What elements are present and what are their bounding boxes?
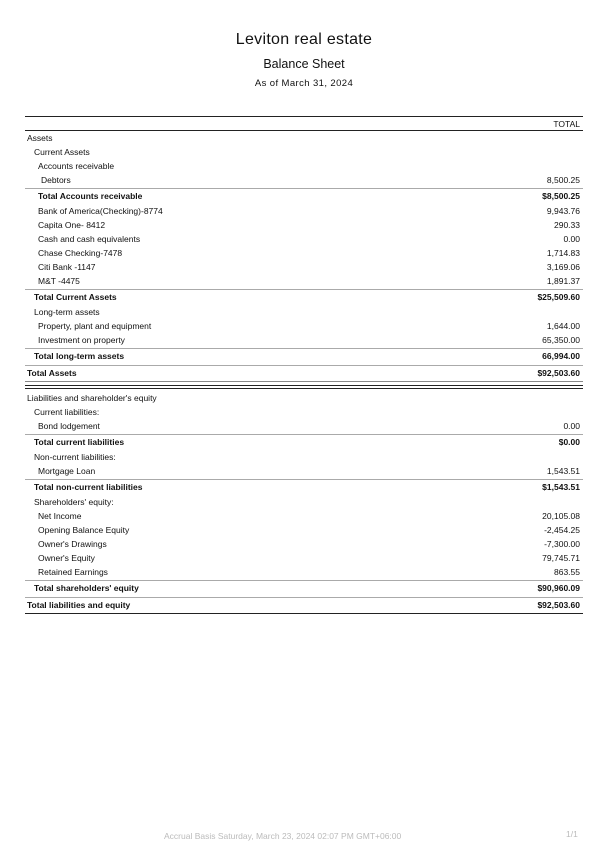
- row-value: $90,960.09: [537, 583, 580, 593]
- row-label: Citi Bank -1147: [38, 262, 96, 272]
- section-heading-row: [25, 391, 583, 405]
- row-label: Investment on property: [38, 335, 125, 345]
- section-heading-row: [25, 495, 583, 509]
- row-label: Non-current liabilities:: [34, 452, 116, 462]
- row-value: 66,994.00: [542, 351, 580, 361]
- row-value: $25,509.60: [537, 292, 580, 302]
- row-value: 79,745.71: [542, 553, 580, 563]
- table-row: [25, 274, 583, 288]
- row-value: 9,943.76: [546, 206, 580, 216]
- row-value: $92,503.60: [537, 600, 580, 610]
- total-row: [25, 365, 583, 382]
- row-label: Liabilities and shareholder's equity: [27, 393, 157, 403]
- row-label: M&T -4475: [38, 276, 80, 286]
- row-value: 65,350.00: [542, 335, 580, 345]
- total-row: [25, 580, 583, 596]
- table-row: [25, 218, 583, 232]
- table-row: [25, 246, 583, 260]
- section-heading-row: [25, 131, 583, 145]
- row-value: 863.55: [554, 567, 580, 577]
- row-label: Retained Earnings: [38, 567, 108, 577]
- table-row: [25, 509, 583, 523]
- section-heading-row: [25, 145, 583, 159]
- total-row: [25, 289, 583, 305]
- table-row: [25, 537, 583, 551]
- row-label: Total Accounts receivable: [38, 191, 143, 201]
- row-label: Total liabilities and equity: [27, 600, 131, 610]
- footer-basis-timestamp: Accrual Basis Saturday, March 23, 2024 02:07 PM GMT+06:00: [164, 831, 402, 841]
- table-row: [25, 551, 583, 565]
- table-row: [25, 565, 583, 579]
- row-label: Owner's Drawings: [38, 539, 107, 549]
- total-row: [25, 434, 583, 450]
- row-label: Bond lodgement: [38, 421, 100, 431]
- row-value: -2,454.25: [544, 525, 580, 535]
- table-row: [25, 232, 583, 246]
- page-number: 1/1: [566, 829, 578, 839]
- row-label: Total Assets: [27, 368, 77, 378]
- row-label: Chase Checking-7478: [38, 248, 123, 258]
- table-row: [25, 419, 583, 433]
- balance-sheet-table: [25, 116, 583, 614]
- row-value: 1,714.83: [546, 248, 580, 258]
- section-heading-row: [25, 405, 583, 419]
- row-value: 0.00: [563, 234, 580, 244]
- row-label: Total current liabilities: [34, 437, 125, 447]
- row-value: -7,300.00: [544, 539, 580, 549]
- column-header-total: TOTAL: [25, 117, 583, 131]
- row-label: Shareholders' equity:: [34, 497, 114, 507]
- row-value: 3,169.06: [546, 262, 580, 272]
- row-value: $0.00: [558, 437, 580, 447]
- table-row: [25, 204, 583, 218]
- section-heading-row: [25, 450, 583, 464]
- row-label: Debtors: [41, 175, 71, 185]
- assets-section: [25, 131, 583, 382]
- row-label: Capita One- 8412: [38, 220, 106, 230]
- total-row: [25, 597, 583, 614]
- row-value: $92,503.60: [537, 368, 580, 378]
- row-label: Owner's Equity: [38, 553, 95, 563]
- row-label: Long-term assets: [34, 307, 100, 317]
- row-value: 20,105.08: [542, 511, 580, 521]
- row-label: Total shareholders' equity: [34, 583, 139, 593]
- row-value: $1,543.51: [542, 482, 580, 492]
- row-value: 1,543.51: [546, 466, 580, 476]
- row-label: Net Income: [38, 511, 82, 521]
- row-label: Total non-current liabilities: [34, 482, 143, 492]
- total-row: [25, 348, 583, 364]
- row-label: Accounts receivable: [38, 161, 115, 171]
- row-value: 8,500.25: [546, 175, 580, 185]
- section-heading-row: [25, 305, 583, 319]
- row-value: 0.00: [563, 421, 580, 431]
- section-divider: [25, 385, 583, 389]
- row-label: Opening Balance Equity: [38, 525, 130, 535]
- row-label: Mortgage Loan: [38, 466, 96, 476]
- row-value: 1,644.00: [546, 321, 580, 331]
- table-row: [25, 464, 583, 478]
- row-value: 1,891.37: [546, 276, 580, 286]
- table-row: [25, 173, 583, 187]
- row-label: Current liabilities:: [34, 407, 100, 417]
- total-row: [25, 479, 583, 495]
- table-row: [25, 319, 583, 333]
- row-label: Property, plant and equipment: [38, 321, 152, 331]
- table-row: [25, 523, 583, 537]
- table-row: [25, 260, 583, 274]
- report-title: Balance Sheet: [263, 57, 345, 71]
- row-label: Assets: [27, 133, 53, 143]
- liabilities-equity-section: [25, 391, 583, 614]
- row-label: Cash and cash equivalents: [38, 234, 141, 244]
- company-name: Leviton real estate: [235, 31, 373, 48]
- total-row: [25, 188, 583, 204]
- row-label: Bank of America(Checking)-8774: [38, 206, 163, 216]
- report-date: As of March 31, 2024: [254, 78, 354, 89]
- row-value: 290.33: [554, 220, 580, 230]
- section-heading-row: [25, 159, 583, 173]
- table-row: [25, 333, 583, 347]
- row-value: $8,500.25: [542, 191, 580, 201]
- row-label: Total Current Assets: [34, 292, 117, 302]
- row-label: Total long-term assets: [34, 351, 125, 361]
- row-label: Current Assets: [34, 147, 90, 157]
